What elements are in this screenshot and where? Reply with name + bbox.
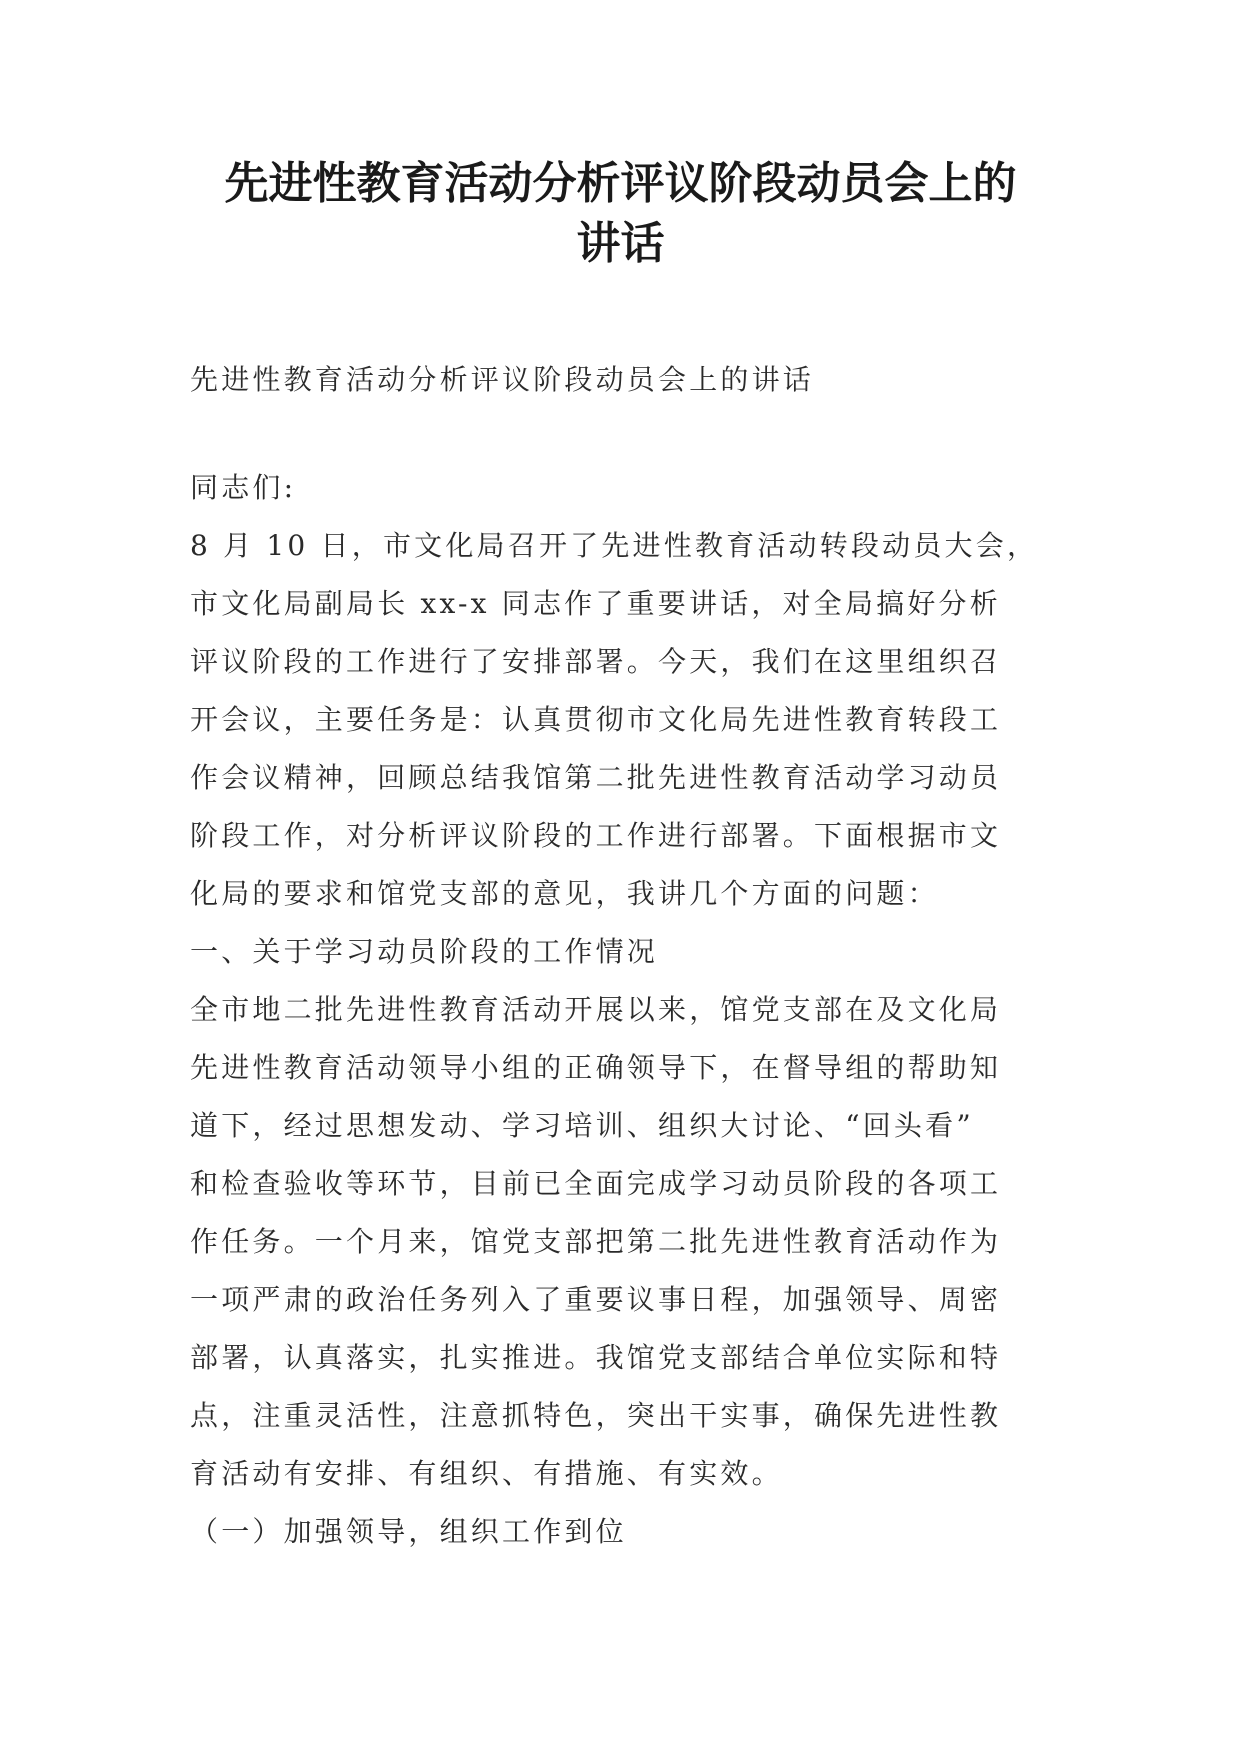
paragraph-line: 先进性教育活动领导小组的正确领导下，在督导组的帮助知	[190, 1051, 1002, 1084]
subsection-heading: （一）加强领导，组织工作到位	[190, 1515, 627, 1548]
paragraph-line: 8 月 10 日，市文化局召开了先进性教育活动转段动员大会，	[190, 529, 1039, 562]
subtitle-line: 先进性教育活动分析评议阶段动员会上的讲话	[190, 363, 815, 396]
salutation: 同志们:	[190, 471, 297, 504]
section-heading: 一、关于学习动员阶段的工作情况	[190, 935, 659, 968]
document-title-line-2: 讲话	[576, 218, 665, 269]
paragraph-line: 作会议精神，回顾总结我馆第二批先进性教育活动学习动员	[190, 761, 1002, 794]
paragraph-line: 阶段工作，对分析评议阶段的工作进行部署。下面根据市文	[190, 819, 1002, 852]
paragraph-line: 评议阶段的工作进行了安排部署。今天，我们在这里组织召	[190, 645, 1002, 678]
paragraph-line: 部署，认真落实，扎实推进。我馆党支部结合单位实际和特	[190, 1341, 1002, 1374]
paragraph-line: 和检查验收等环节，目前已全面完成学习动员阶段的各项工	[190, 1167, 1002, 1200]
paragraph-line: 育活动有安排、有组织、有措施、有实效。	[190, 1457, 783, 1490]
paragraph-line: 道下，经过思想发动、学习培训、组织大讨论、“回头看”	[190, 1109, 974, 1142]
paragraph-line: 化局的要求和馆党支部的意见，我讲几个方面的问题：	[190, 877, 939, 910]
paragraph-line: 开会议，主要任务是：认真贯彻市文化局先进性教育转段工	[190, 703, 1002, 736]
paragraph-line: 点，注重灵活性，注意抓特色，突出干实事，确保先进性教	[190, 1399, 1002, 1432]
paragraph-line: 全市地二批先进性教育活动开展以来，馆党支部在及文化局	[190, 993, 1002, 1026]
paragraph-line: 作任务。一个月来，馆党支部把第二批先进性教育活动作为	[190, 1225, 1002, 1258]
paragraph-line: 市文化局副局长 xx-x 同志作了重要讲话，对全局搞好分析	[190, 587, 1001, 620]
paragraph-line: 一项严肃的政治任务列入了重要议事日程，加强领导、周密	[190, 1283, 1002, 1316]
document-title-line-1: 先进性教育活动分析评议阶段动员会上的	[224, 158, 1017, 209]
